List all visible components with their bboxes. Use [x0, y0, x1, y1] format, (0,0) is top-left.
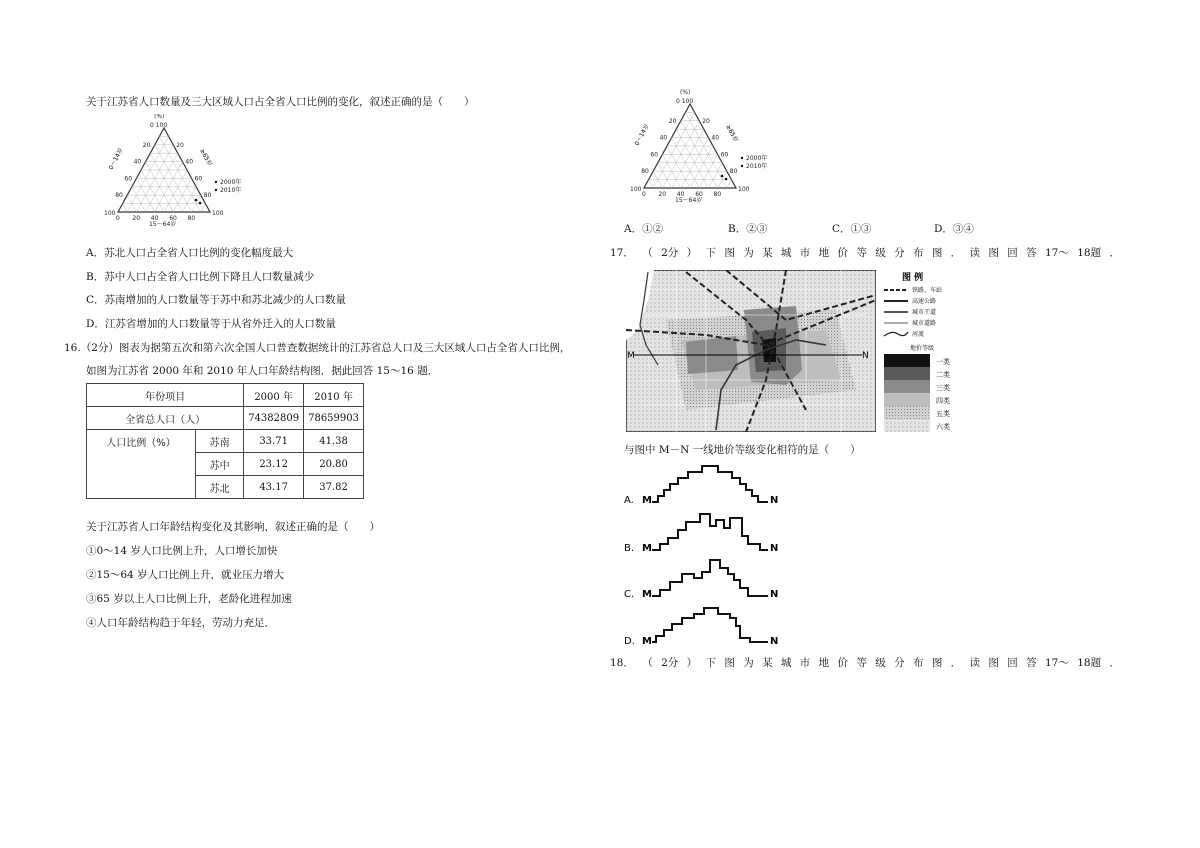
legend-river: 河流: [912, 331, 925, 338]
ternary-tick-label: 40: [150, 215, 159, 222]
profile-a-m: M: [642, 495, 652, 506]
legend-expressway: 高速公路: [912, 298, 937, 305]
legend-grade-1: 一类: [936, 358, 950, 366]
ternary-right-axis-label: ≥65岁: [724, 123, 740, 144]
legend-grade-4: 四类: [936, 397, 950, 405]
swatch-grade-5: [884, 406, 930, 419]
stem-token: 等: [856, 247, 867, 259]
profile-d: [620, 600, 800, 646]
option-c: C．①③: [832, 223, 872, 235]
stem-token: 某: [762, 247, 773, 259]
legend-grade-6: 六类: [936, 423, 950, 431]
ternary-pct-label: (%): [680, 89, 691, 96]
table-total-label: 全省总人口（人）: [87, 407, 244, 430]
table-total-2010: 78659903: [304, 407, 364, 430]
q16-item-1: ①0～14 岁人口比例上升，人口增长加快: [86, 545, 278, 557]
map-legend: [882, 270, 958, 434]
q16-stem-line1: 16.（2分）图表为据第五次和第六次全国人口普查数据统计的江苏省总人口及三大区域人口占全省人口比例，: [64, 342, 571, 354]
stem-token: ．: [950, 247, 962, 259]
stem-token: 等: [856, 657, 867, 669]
population-table: [86, 383, 364, 499]
ternary-grid-line: [708, 163, 722, 188]
profile-c-label: C.: [624, 589, 635, 600]
legend-title: 图 例: [902, 273, 924, 283]
stem-token: 回: [1007, 657, 1018, 669]
mn-question: 与图中 M－N 一线地价等级变化相符的是（ ）: [624, 444, 861, 456]
table-cell: 33.71: [244, 430, 304, 453]
ternary-top-label: 0 100: [676, 98, 694, 105]
stem-token: 地: [818, 247, 830, 259]
profile-b-m: M: [642, 543, 652, 554]
ternary-grid-line: [123, 204, 128, 212]
stem-token: 城: [780, 247, 792, 259]
ternary-grid-line: [141, 170, 164, 212]
ternary-tick-label: 40: [133, 158, 142, 166]
legend-grade-2: 二类: [936, 371, 950, 379]
stem-token: 17．: [610, 247, 634, 259]
stem-token: 读: [969, 247, 981, 259]
ternary-grid-line: [690, 146, 713, 188]
ternary-diagram-left: [88, 114, 248, 234]
map-label-n: N: [862, 351, 869, 361]
table-cell: 20.80: [304, 453, 364, 476]
table-region: 苏中: [196, 453, 244, 476]
stem-token: 下: [705, 657, 716, 669]
stem-token: 某: [762, 657, 773, 669]
ternary-corner-left: 100: [104, 210, 116, 217]
ternary-tick-label: 60: [169, 215, 177, 222]
ternary-corner-right: 100: [212, 210, 224, 217]
stem-token: 为: [743, 657, 754, 669]
stem-token: 图: [724, 247, 735, 259]
ternary-left-axis-label: 0～14岁: [107, 146, 125, 171]
q15-option-c: C．苏南增加的人口数量等于苏中和苏北减少的人口数量: [86, 294, 347, 306]
stem-token: 18题: [1077, 657, 1102, 669]
ternary-grid-line: [727, 180, 732, 188]
stem-token: ．: [950, 657, 962, 669]
ternary-tick-label: 80: [203, 192, 212, 200]
stem-token: 答: [1026, 657, 1037, 669]
stem-token: ）: [686, 657, 698, 669]
ternary-legend-2000: 2000年: [746, 155, 768, 162]
ternary-tick-label: 20: [176, 141, 184, 149]
stem-token: 18题: [1077, 247, 1102, 259]
ternary-left-axis-label: 0～14岁: [633, 122, 651, 147]
legend-dot-2010: [741, 165, 743, 167]
stem-token: 17～: [1044, 247, 1069, 259]
ternary-tick-label: 20: [702, 117, 710, 125]
ternary-corner-right: 100: [738, 186, 750, 193]
table-ratio-label: 人口比例（%）: [87, 430, 196, 499]
legend-dot-2010: [215, 189, 217, 191]
stem-token: 城: [780, 657, 792, 669]
profile-d-m: M: [642, 636, 652, 646]
ternary-tick-label: 80: [187, 215, 196, 222]
ternary-grid-line: [150, 153, 182, 212]
ternary-grid-line: [182, 187, 196, 212]
ternary-grid-line: [658, 163, 672, 188]
profile-c-n: N: [770, 589, 779, 600]
ternary-grid-line: [132, 187, 146, 212]
profile-c: [620, 554, 800, 600]
profile-c-m: M: [642, 589, 652, 600]
ternary-pct-label: (%): [154, 114, 165, 120]
q15-option-a: A．苏北人口占全省人口比例的变化幅度最大: [86, 247, 294, 259]
q15-option-d: D．江苏省增加的人口数量等于从省外迁入的人口数量: [86, 318, 336, 330]
stem-token: 2分: [661, 657, 679, 669]
stem-token: 17～: [1044, 657, 1069, 669]
ternary-top-label: 0 100: [150, 122, 168, 129]
q15-stem: 关于江苏省人口数量及三大区域人口占全省人口比例的变化，叙述正确的是（ ）: [86, 96, 475, 108]
stem-token: 级: [875, 247, 886, 259]
ternary-corner-left: 100: [630, 186, 642, 193]
profile-d-line: [652, 608, 768, 642]
table-header-2010: 2010 年: [304, 384, 364, 407]
data-point-2010: [199, 202, 202, 205]
profile-b: [620, 508, 800, 554]
ternary-tick-label: 40: [676, 191, 685, 198]
stem-token: 为: [743, 247, 754, 259]
option-d: D．③④: [934, 223, 974, 235]
stem-token: 18．: [610, 657, 634, 669]
stem-token: 布: [912, 657, 924, 669]
table-cell: 23.12: [244, 453, 304, 476]
ternary-grid-line: [667, 146, 690, 188]
ternary-grid-line: [672, 129, 704, 188]
data-point-2010: [725, 178, 728, 181]
stem-token: （: [642, 247, 653, 259]
legend-grade-3: 三类: [936, 384, 950, 392]
ternary-tick-label: 60: [650, 151, 659, 159]
ternary-tick-label: 60: [695, 191, 703, 198]
stem-token: 下: [705, 247, 716, 259]
ternary-grid-line: [201, 204, 206, 212]
data-point-2000: [721, 175, 724, 178]
ternary-tick-label: 20: [658, 191, 667, 198]
stem-token: 回: [1007, 247, 1018, 259]
q16-item-2: ②15～64 岁人口比例上升，就业压力增大: [86, 569, 285, 581]
profile-a-line: [652, 466, 768, 502]
swatch-grade-2: [884, 367, 930, 380]
stem-token: 市: [799, 247, 811, 259]
profile-a-label: A.: [624, 495, 634, 506]
ternary-bottom-axis-label: 15～64岁: [149, 221, 177, 228]
swatch-grade-1: [884, 354, 930, 367]
ternary-legend-2000: 2000年: [220, 179, 242, 186]
ternary-tick-label: 60: [124, 175, 133, 183]
ternary-tick-label: 80: [729, 168, 738, 176]
q17-stem: [610, 246, 1120, 260]
stem-token: 级: [875, 657, 886, 669]
legend-grade-title: 地价等级: [910, 345, 935, 352]
profile-d-label: D.: [624, 636, 635, 646]
stem-token: 图: [931, 657, 943, 669]
ternary-tick-label: 60: [194, 175, 203, 183]
ternary-tick-label: 20: [132, 215, 141, 222]
stem-token: 图: [724, 657, 735, 669]
ternary-grid-line: [649, 180, 654, 188]
profile-a-n: N: [770, 495, 779, 506]
stem-token: ．: [1109, 247, 1120, 259]
ternary-grid-line: [676, 129, 708, 188]
stem-token: 2分: [661, 247, 679, 259]
profile-a: [620, 462, 800, 508]
stem-token: 读: [969, 657, 981, 669]
table-header-item: 年份项目: [87, 384, 244, 407]
profile-b-line: [652, 514, 768, 550]
profile-b-label: B.: [624, 543, 635, 554]
table-region: 苏北: [196, 476, 244, 499]
swatch-grade-6: [884, 419, 930, 432]
stem-token: 图: [988, 247, 999, 259]
stem-token: 图: [931, 247, 943, 259]
swatch-grade-4: [884, 393, 930, 406]
ternary-right-axis-label: ≥65岁: [198, 147, 214, 168]
ternary-tick-label: 80: [713, 191, 722, 198]
table-header-2000: 2000 年: [244, 384, 304, 407]
ternary-grid-line: [164, 170, 187, 212]
ternary-tick-label: 80: [641, 168, 649, 176]
legend-line-symbols: [884, 290, 908, 336]
ternary-bottom-axis-label: 15～64岁: [675, 197, 703, 204]
stem-token: ．: [1109, 657, 1120, 669]
table-cell: 41.38: [304, 430, 364, 453]
legend-railway: 铁路、车站: [912, 287, 943, 294]
q16-stem-line2: 如图为江苏省 2000 年和 2010 年人口年龄结构图．据此回答 15～16 题．: [86, 365, 439, 377]
stem-token: 地: [818, 657, 830, 669]
legend-grade-5: 五类: [936, 410, 950, 418]
ternary-legend-2010: 2010年: [746, 163, 768, 170]
q16-item-3: ③65 岁以上人口比例上升，老龄化进程加速: [86, 593, 292, 605]
stem-token: 分: [894, 657, 905, 669]
ternary-grid-line: [146, 153, 178, 212]
legend-arterial: 城市干道: [912, 309, 937, 316]
ternary-corner-zero: 0: [642, 191, 646, 198]
stem-token: 市: [799, 657, 811, 669]
profile-d-n: N: [770, 636, 779, 646]
ternary-tick-label: 40: [185, 158, 194, 166]
stem-token: 价: [837, 657, 849, 669]
stem-token: 布: [912, 247, 924, 259]
stem-token: ）: [686, 247, 698, 259]
ternary-tick-label: 40: [711, 134, 720, 142]
q18-stem: [610, 656, 1120, 670]
ternary-tick-label: 60: [720, 151, 729, 159]
legend-road: 城市道路: [912, 320, 937, 327]
land-price-map: [626, 270, 876, 432]
data-point-2000: [195, 199, 198, 202]
stem-token: 图: [988, 657, 999, 669]
ternary-tick-label: 20: [668, 117, 677, 125]
stem-token: （: [642, 657, 653, 669]
ternary-corner-zero: 0: [116, 215, 120, 222]
swatch-grade-3: [884, 380, 930, 393]
stem-token: 答: [1026, 247, 1037, 259]
ternary-legend-2010: 2010年: [220, 187, 242, 194]
stem-token: 价: [837, 247, 849, 259]
option-a: A．①②: [624, 223, 664, 235]
profile-c-line: [652, 560, 768, 596]
q16-item-4: ④人口年龄结构趋于年轻，劳动力充足．: [86, 617, 275, 629]
ternary-tick-label: 20: [142, 141, 151, 149]
q15-option-b: B．苏中人口占全省人口比例下降且人口数量减少: [86, 271, 315, 283]
table-cell: 37.82: [304, 476, 364, 499]
table-region: 苏南: [196, 430, 244, 453]
q16-question: 关于江苏省人口年龄结构变化及其影响，叙述正确的是（ ）: [86, 521, 380, 533]
table-cell: 43.17: [244, 476, 304, 499]
table-total-2000: 74382809: [244, 407, 304, 430]
ternary-diagram-right: [614, 88, 774, 218]
stem-token: 分: [894, 247, 905, 259]
ternary-tick-label: 40: [659, 134, 668, 142]
profile-b-n: N: [770, 543, 779, 554]
ternary-tick-label: 80: [115, 192, 123, 200]
map-label-m: M: [627, 351, 635, 361]
option-b: B．②③: [728, 223, 768, 235]
legend-dot-2000: [215, 181, 217, 183]
legend-dot-2000: [741, 157, 743, 159]
